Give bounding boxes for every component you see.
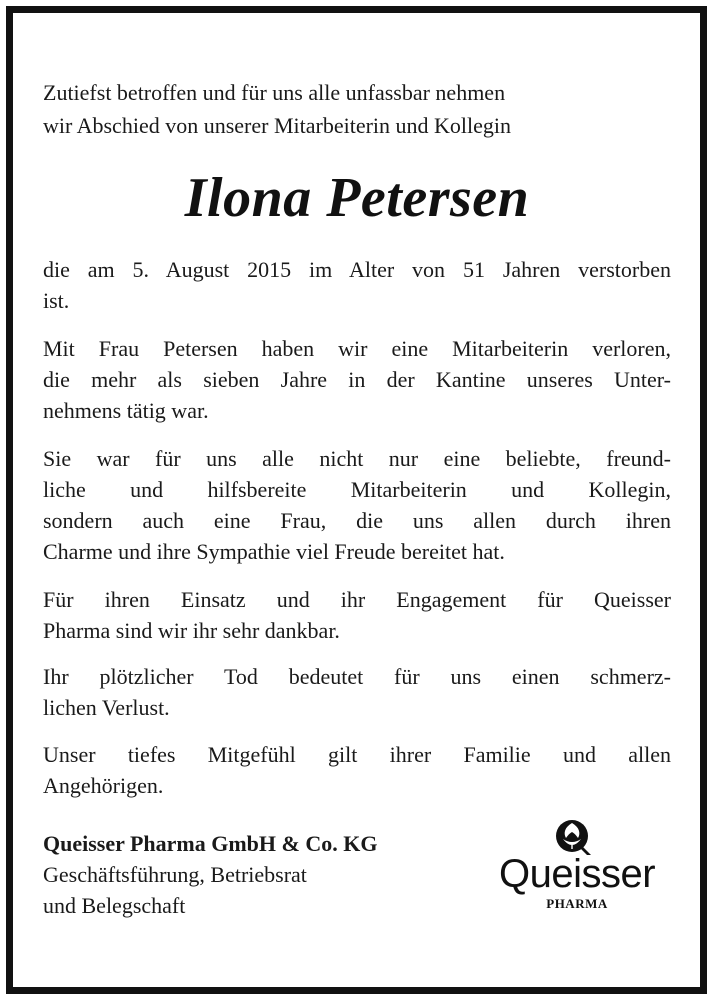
intro-line: wir Abschied von unserer Mitarbeiterin und Kollegin bbox=[43, 113, 512, 138]
logo-wordmark: Queisser bbox=[498, 852, 656, 896]
paragraph-employment bbox=[43, 333, 671, 426]
paragraph-loss bbox=[43, 661, 671, 723]
paragraph-line: Sie war für uns alle nicht nur eine beliebte, freund- bbox=[43, 446, 671, 471]
signature-line: und Belegschaft bbox=[43, 893, 186, 918]
paragraph-death-date bbox=[43, 254, 671, 316]
signature-block bbox=[43, 828, 483, 921]
deceased-name: Ilona Petersen bbox=[184, 167, 530, 229]
intro-line: Zutiefst betroffen und für uns alle unfassbar nehmen bbox=[43, 80, 506, 105]
paragraph-line: Unser tiefes Mitgefühl gilt ihrer Familie und allen bbox=[43, 742, 671, 767]
paragraph-gratitude bbox=[43, 584, 671, 646]
paragraph-line: Pharma sind wir ihr sehr dankbar. bbox=[43, 618, 340, 643]
paragraph-line: sondern auch eine Frau, die uns allen durch ihren bbox=[43, 508, 671, 533]
paragraph-line: die am 5. August 2015 im Alter von 51 Jahren verstorben bbox=[43, 257, 671, 282]
paragraph-line: die mehr als sieben Jahre in der Kantine unseres Unter- bbox=[43, 367, 671, 392]
paragraph-line: Mit Frau Petersen haben wir eine Mitarbeiterin verloren, bbox=[43, 336, 671, 361]
signature-line: Geschäftsführung, Betriebsrat bbox=[43, 862, 307, 887]
intro-text bbox=[43, 76, 671, 142]
paragraph-line: Angehörigen. bbox=[43, 773, 164, 798]
paragraph-condolence bbox=[43, 739, 671, 801]
paragraph-character bbox=[43, 443, 671, 567]
paragraph-line: Charme und ihre Sympathie viel Freude bereitet hat. bbox=[43, 539, 505, 564]
paragraph-line: ist. bbox=[43, 288, 70, 313]
logo-subtitle: PHARMA bbox=[546, 896, 608, 911]
paragraph-line: liche und hilfsbereite Mitarbeiterin und Kollegin, bbox=[43, 477, 671, 502]
paragraph-line: Ihr plötzlicher Tod bedeutet für uns einen schmerz- bbox=[43, 664, 671, 689]
paragraph-line: Für ihren Einsatz und ihr Engagement für Queisser bbox=[43, 587, 671, 612]
company-logo bbox=[484, 818, 670, 918]
leaf-emblem-icon bbox=[554, 818, 594, 856]
signature-company: Queisser Pharma GmbH & Co. KG bbox=[43, 831, 378, 856]
paragraph-line: nehmens tätig war. bbox=[43, 398, 209, 423]
paragraph-line: lichen Verlust. bbox=[43, 695, 170, 720]
